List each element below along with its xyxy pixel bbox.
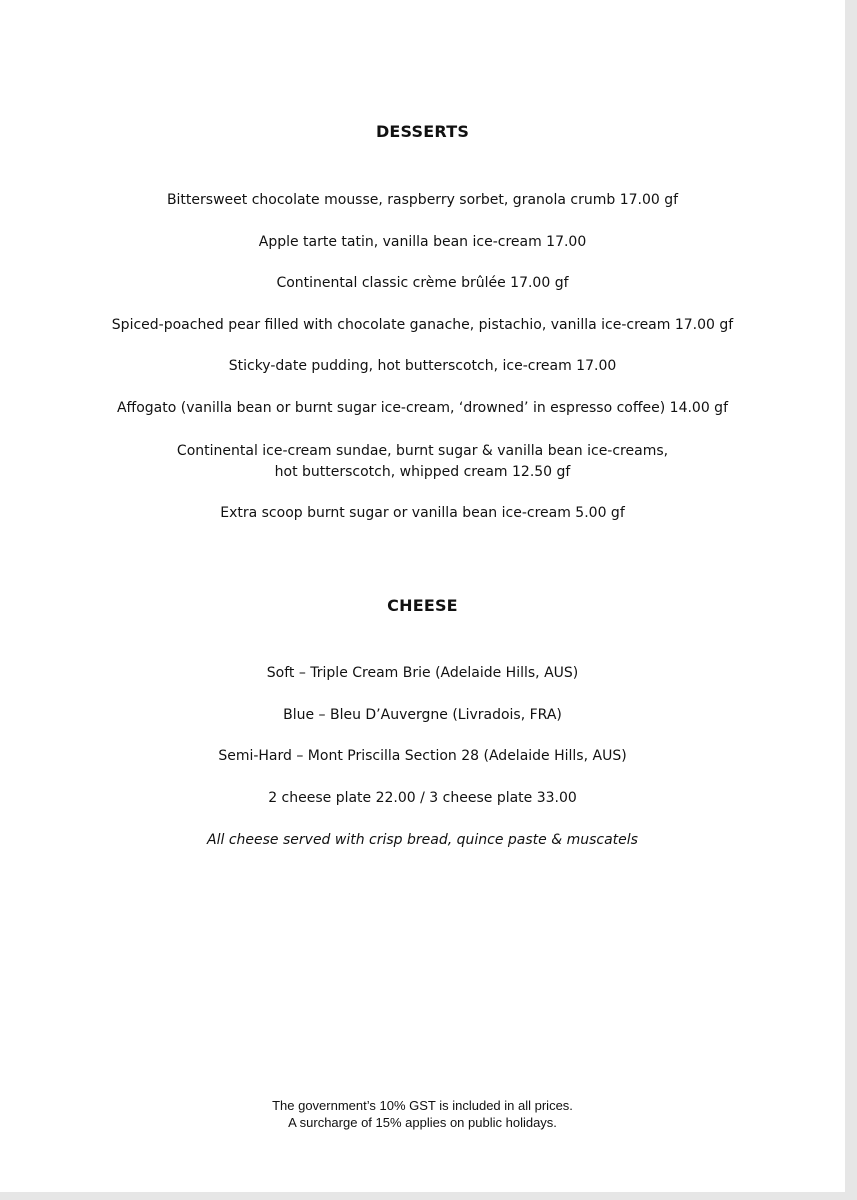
dessert-item-sundae-line1: Continental ice-cream sundae, burnt sugar & vanilla bean ice-creams, <box>176 443 669 459</box>
cheese-heading: CHEESE <box>387 596 458 615</box>
cheese-item-semi-hard: Semi-Hard – Mont Priscilla Section 28 (Adelaide Hills, AUS) <box>218 748 627 764</box>
dessert-item-chocolate-mousse: Bittersweet chocolate mousse, raspberry sorbet, granola crumb 17.00 gf <box>166 192 679 208</box>
desserts-heading: DESSERTS <box>375 122 470 141</box>
dessert-item-apple-tarte-tatin: Apple tarte tatin, vanilla bean ice-cream 17.00 <box>258 234 587 250</box>
dessert-item-creme-brulee: Continental classic crème brûlée 17.00 gf <box>276 275 569 291</box>
cheese-item-soft: Soft – Triple Cream Brie (Adelaide Hills, AUS) <box>266 665 579 681</box>
dessert-item-poached-pear: Spiced-poached pear filled with chocolate ganache, pistachio, vanilla ice-cream 17.00 gf <box>111 317 734 333</box>
cheese-plate-prices: 2 cheese plate 22.00 / 3 cheese plate 33.00 <box>268 790 577 806</box>
dessert-item-sticky-date-pudding: Sticky-date pudding, hot butterscotch, ice-cream 17.00 <box>228 358 617 374</box>
cheese-accompaniment-note: All cheese served with crisp bread, quince paste & muscatels <box>207 832 638 848</box>
dessert-item-affogato: Affogato (vanilla bean or burnt sugar ice-cream, ‘drowned’ in espresso coffee) 14.00 gf <box>116 400 729 416</box>
footer-gst-note: The government’s 10% GST is included in all prices. <box>272 1098 573 1113</box>
footer-surcharge-note: A surcharge of 15% applies on public holidays. <box>288 1115 557 1130</box>
dessert-item-extra-scoop: Extra scoop burnt sugar or vanilla bean ice-cream 5.00 gf <box>220 505 625 521</box>
dessert-item-sundae-line2: hot butterscotch, whipped cream 12.50 gf <box>274 464 571 480</box>
cheese-item-blue: Blue – Bleu D’Auvergne (Livradois, FRA) <box>283 707 562 723</box>
